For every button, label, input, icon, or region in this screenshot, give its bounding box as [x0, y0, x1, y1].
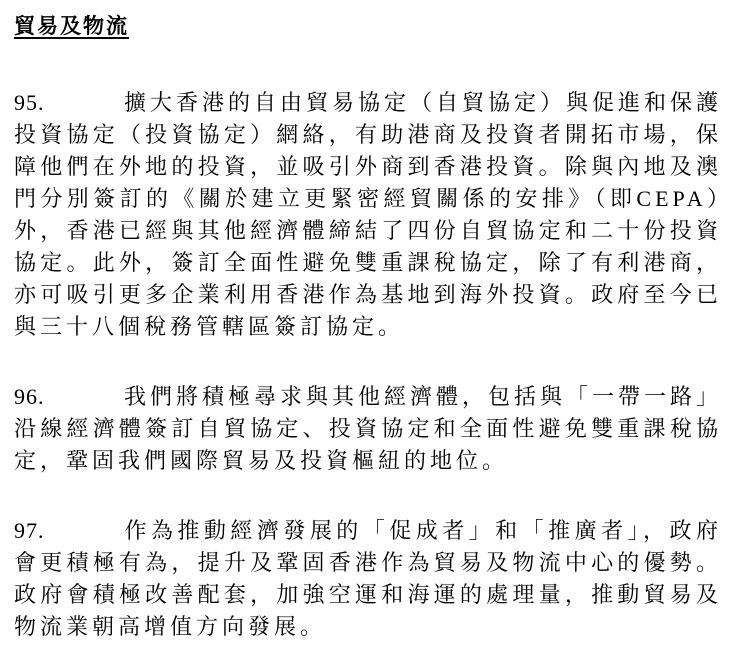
paragraph-number: 96. — [14, 384, 45, 409]
paragraph-number: 95. — [14, 90, 45, 115]
paragraph-number: 97. — [14, 518, 45, 543]
paragraph-97 — [14, 515, 722, 643]
paragraph-text: 作為推動經濟發展的「促成者」和「推廣者」，政府會更積極有為，提升及鞏固香港作為貿易及物流中心的優勢。政府會積極改善配套，加強空運和海運的處理量，推動貿易及物流業朝高增值方向發展。 — [14, 518, 722, 639]
paragraph-text: 擴大香港的自由貿易協定（自貿協定）與促進和保護投資協定（投資協定）網絡，有助港商及投資者開拓市場，保障他們在外地的投資，並吸引外商到香港投資。除與內地及澳門分別簽訂的《關於建立更緊密經貿關係的安排》（即CEPA）外，香港已經與其他經濟體締結了四份自貿協定和二十份投資協定。此外，簽訂全面性避免雙重課稅協定，除了有利港商，亦可吸引更多企業利用香港作為基地到海外投資。政府至今已與三十八個稅務管轄區簽訂協定。 — [14, 90, 723, 339]
paragraph-text: 我們將積極尋求與其他經濟體，包括與「一帶一路」沿線經濟體簽訂自貿協定、投資協定和全面性避免雙重課稅協定，鞏固我們國際貿易及投資樞紐的地位。 — [14, 384, 723, 473]
paragraph-96 — [14, 381, 722, 477]
paragraph-95 — [14, 87, 722, 343]
section-heading: 貿易及物流 — [14, 14, 129, 38]
